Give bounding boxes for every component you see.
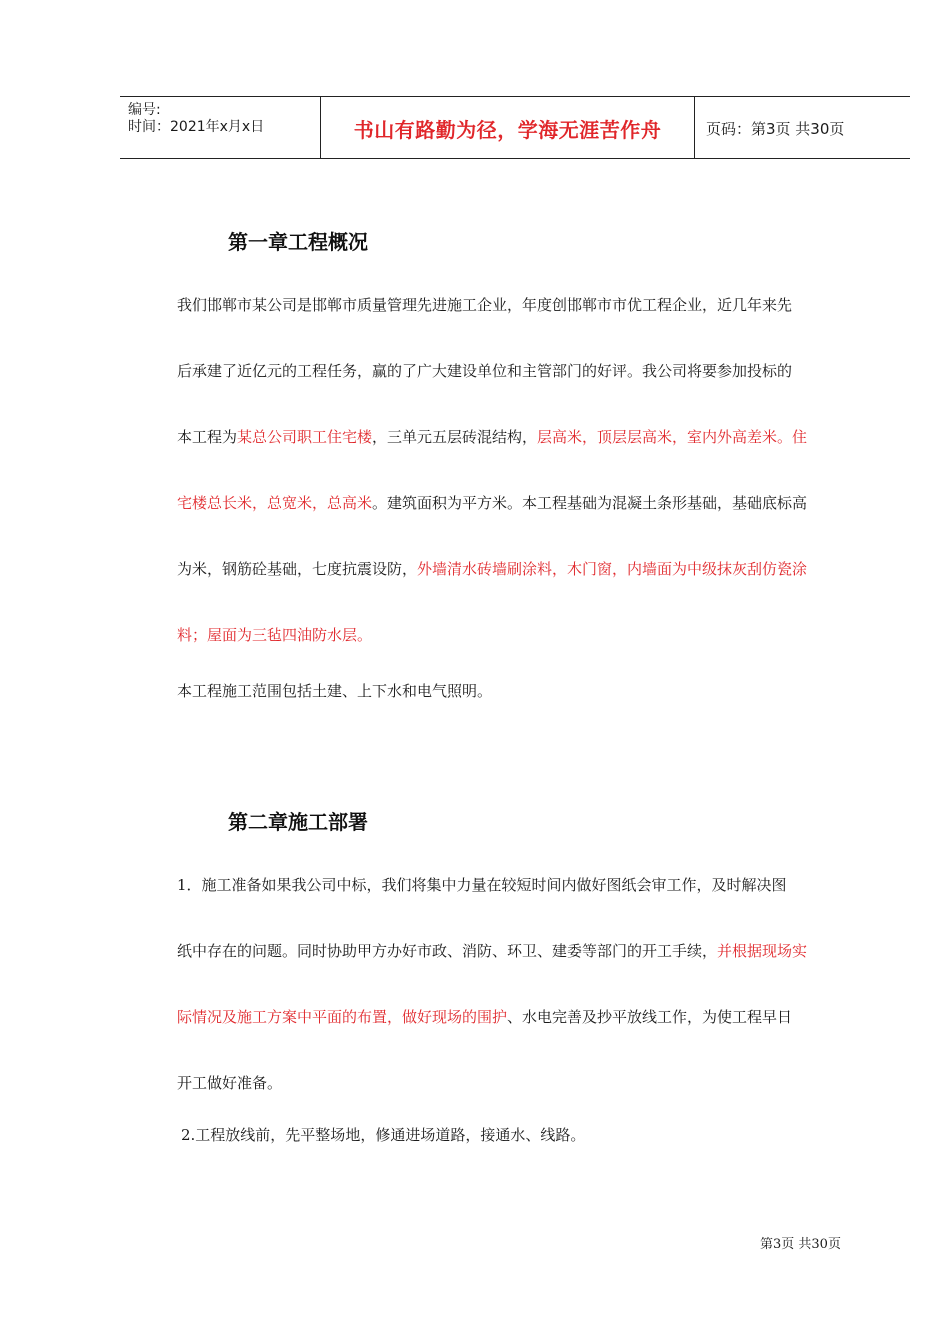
chapter-1-overview-paragraph xyxy=(177,272,857,668)
chapter-2-item-2-text: 2.工程放线前，先平整场地，修通进场道路，接通水、线路。 xyxy=(181,1126,586,1144)
chapter-2-preparation-paragraph xyxy=(177,852,857,1116)
body-text: 本工程为 xyxy=(177,428,238,446)
paragraph-line xyxy=(177,984,857,1050)
paragraph-line xyxy=(177,602,857,668)
chapter-1-scope-text: 本工程施工范围包括土建、上下水和电气照明。 xyxy=(177,682,493,700)
paragraph-line xyxy=(177,1050,857,1116)
document-number-label: 编号: xyxy=(128,102,161,118)
highlighted-text: 并根据现场实 xyxy=(717,942,808,960)
header-motto-cell xyxy=(320,97,695,158)
body-text: 。建筑面积为平方米。本工程基础为混凝土条形基础，基础底标高 xyxy=(372,494,808,512)
highlighted-text: 外墙清水砖墙刷涂料，木门窗，内墙面为中级抹灰刮仿瓷涂 xyxy=(417,560,808,578)
body-text: 纸中存在的问题。同时协助甲方办好市政、消防、环卫、建委等部门的开工手续， xyxy=(177,942,718,960)
header-meta-cell xyxy=(120,97,320,158)
body-text: 开工做好准备。 xyxy=(177,1074,283,1092)
header-page-number: 页码：第3页 共30页 xyxy=(706,120,845,138)
body-text: ，三单元五层砖混结构， xyxy=(372,428,538,446)
body-text: 为米，钢筋砼基础，七度抗震设防， xyxy=(177,560,418,578)
paragraph-line xyxy=(177,852,857,918)
paragraph-line xyxy=(177,470,857,536)
paragraph-line xyxy=(177,918,857,984)
body-text: 我们邯郸市某公司是邯郸市质量管理先进施工企业，年度创邯郸市市优工程企业，近几年来先 xyxy=(177,296,793,314)
footer-page-number: 第3页 共30页 xyxy=(760,1237,841,1252)
body-text: 后承建了近亿元的工程任务，赢的了广大建设单位和主管部门的好评。我公司将要参加投标的 xyxy=(177,362,793,380)
paragraph-line xyxy=(177,404,857,470)
highlighted-text: 层高米，顶层层高米，室内外高差米。住 xyxy=(537,428,808,446)
highlighted-text: 宅楼总长米，总宽米，总高米 xyxy=(177,494,373,512)
header-motto: 书山有路勤为径，学海无涯苦作舟 xyxy=(353,118,662,142)
body-text: 、水电完善及抄平放线工作，为使工程早日 xyxy=(507,1008,793,1026)
paragraph-line xyxy=(177,536,857,602)
paragraph-line xyxy=(177,272,857,338)
page-header xyxy=(120,96,910,159)
document-time-label: 时间：2021年x月x日 xyxy=(128,119,265,135)
body-text: 1．施工准备如果我公司中标，我们将集中力量在较短时间内做好图纸会审工作，及时解决图 xyxy=(177,876,787,894)
chapter-2-title: 第二章施工部署 xyxy=(228,810,368,834)
highlighted-text: 某总公司职工住宅楼 xyxy=(237,428,373,446)
chapter-1-title: 第一章工程概况 xyxy=(228,230,368,254)
highlighted-text: 际情况及施工方案中平面的布置，做好现场的围护 xyxy=(177,1008,508,1026)
header-page-cell xyxy=(694,97,910,158)
highlighted-text: 料；屋面为三毡四油防水层。 xyxy=(177,626,373,644)
paragraph-line xyxy=(177,338,857,404)
